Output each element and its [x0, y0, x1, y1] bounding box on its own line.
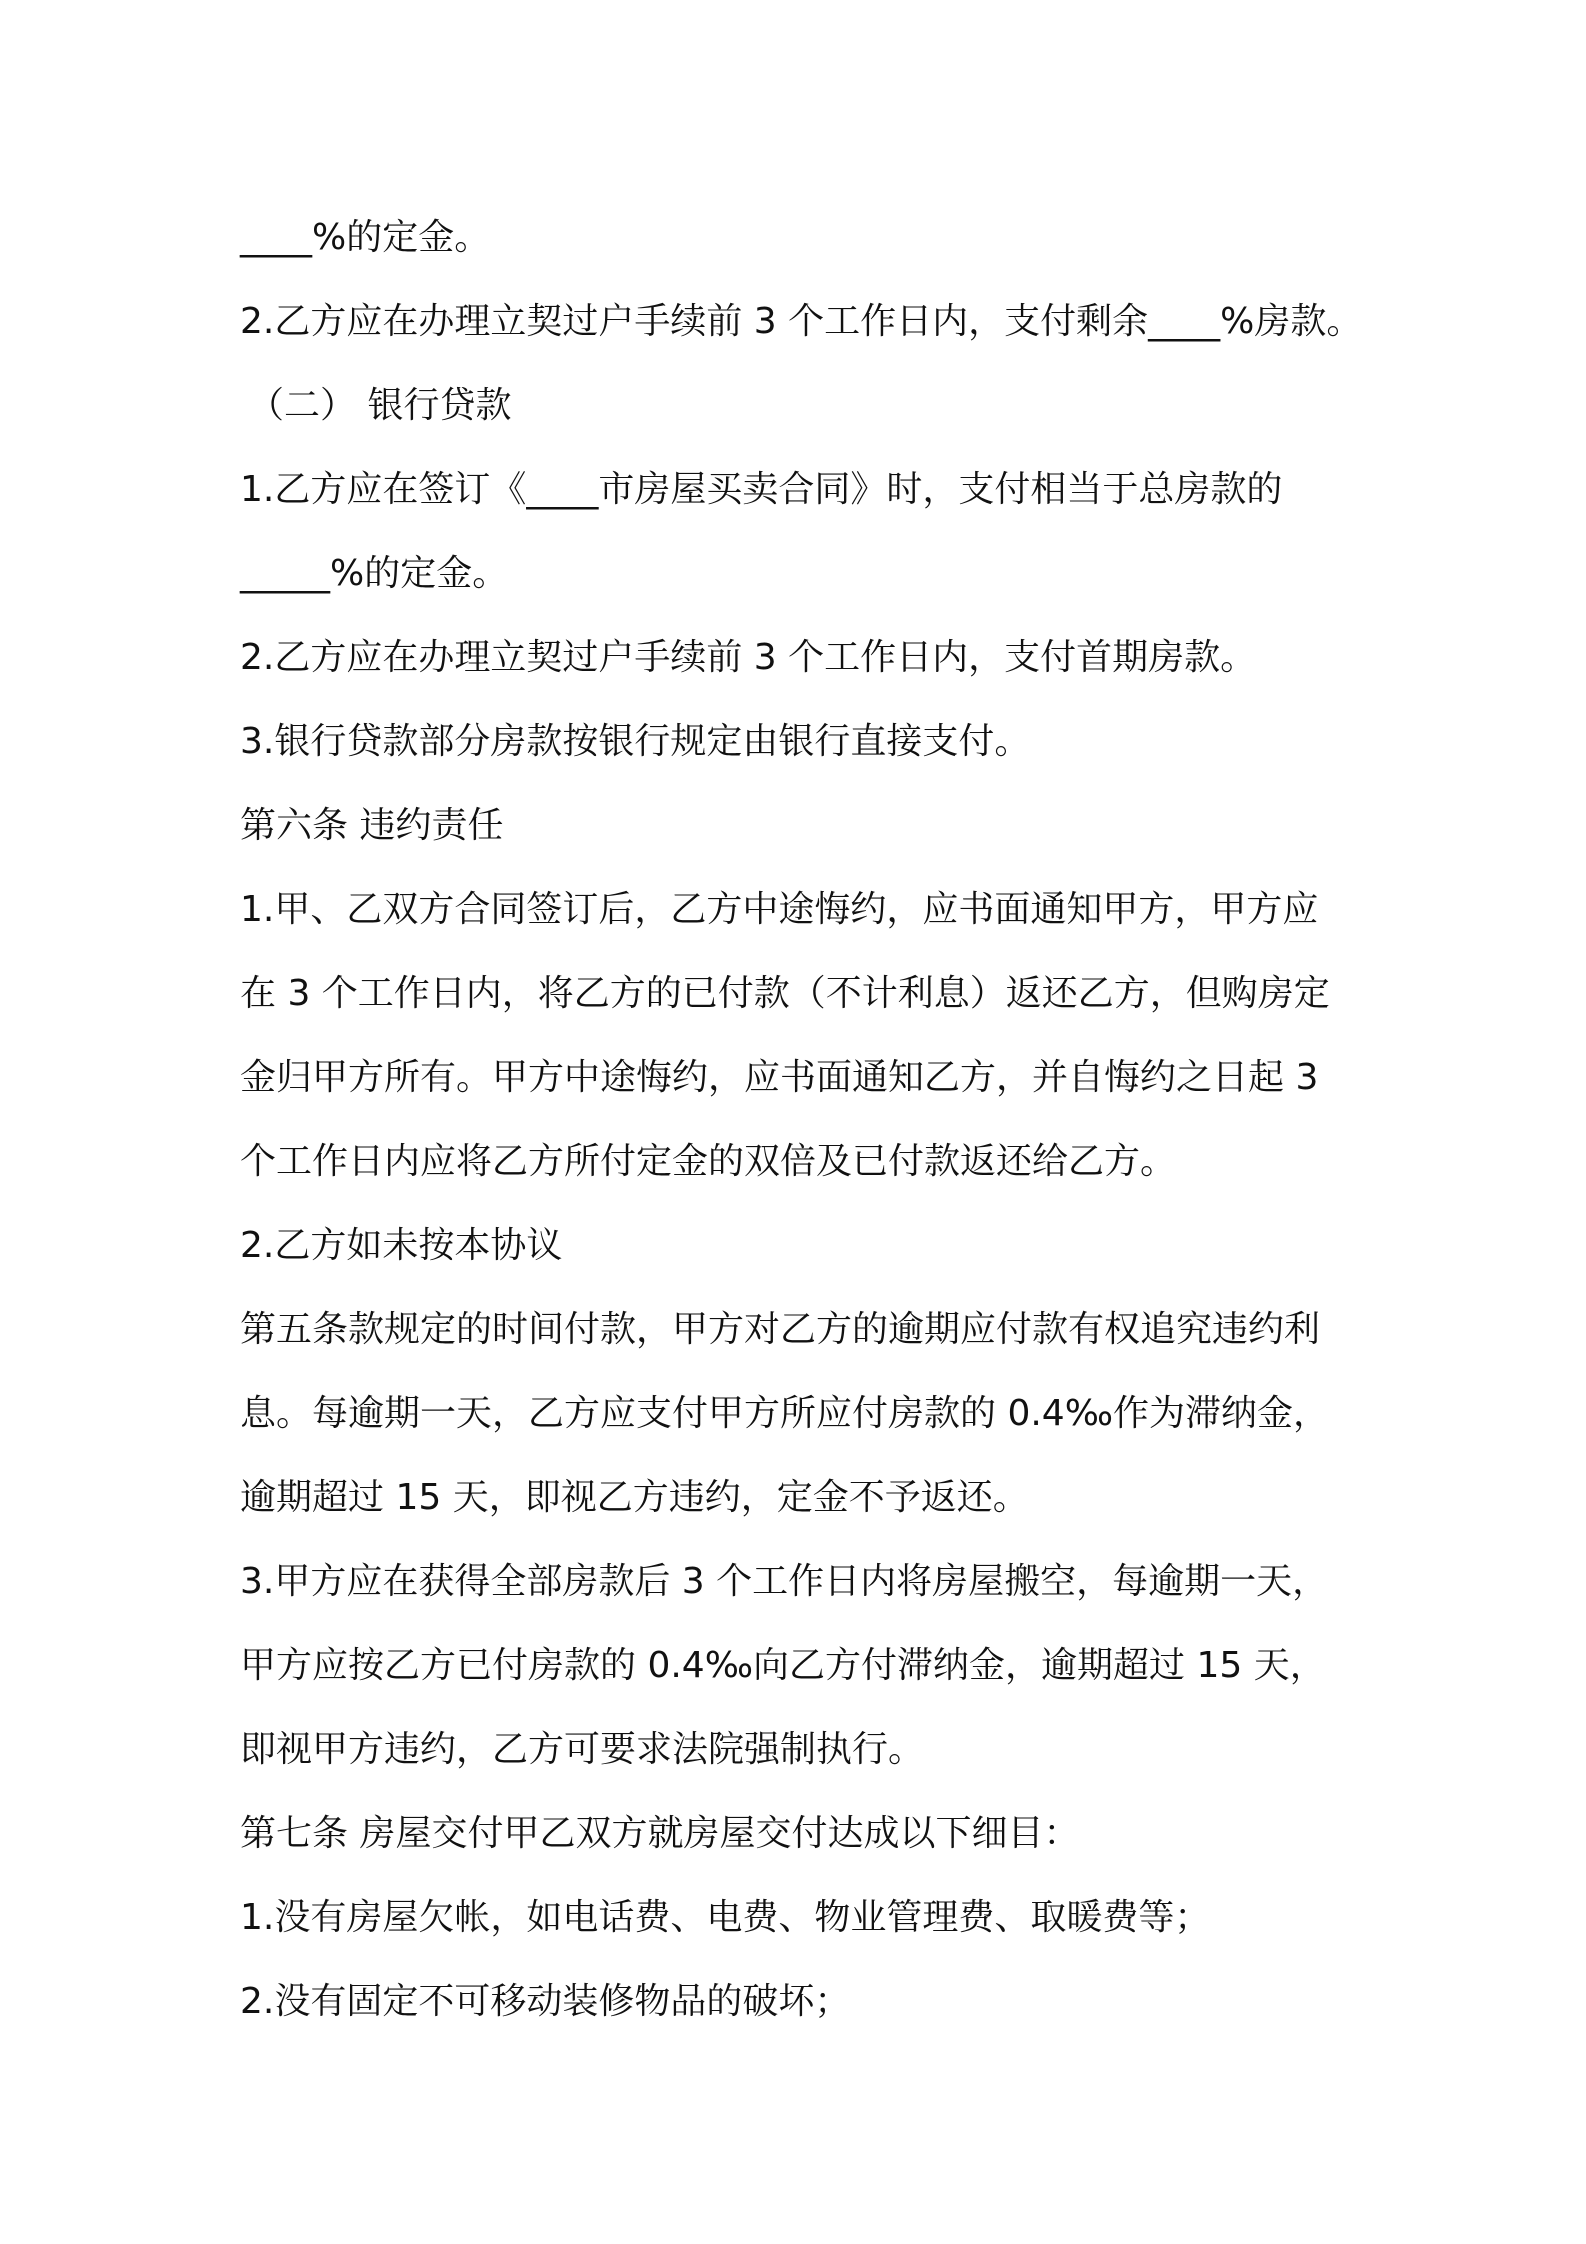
doc-line-14: 第五条款规定的时间付款，甲方对乙方的逾期应付款有权追究违约利: [240, 1309, 1321, 1350]
doc-line-1: ____%的定金。: [240, 217, 491, 258]
doc-line-19: 即视甲方违约，乙方可要求法院强制执行。: [240, 1729, 925, 1770]
doc-line-9: 1.甲、乙双方合同签订后，乙方中途悔约，应书面通知甲方，甲方应: [240, 889, 1319, 930]
doc-line-15: 息。每逾期一天，乙方应支付甲方所应付房款的 0.4‰作为滞纳金，: [240, 1393, 1330, 1434]
doc-line-6: 2.乙方应在办理立契过户手续前 3 个工作日内，支付首期房款。: [240, 637, 1257, 678]
article-heading-6: 第六条 违约责任: [240, 805, 504, 846]
doc-line-22: 2.没有固定不可移动装修物品的破坏；: [240, 1981, 851, 2022]
document-body: [240, 196, 1390, 2044]
doc-line-16: 逾期超过 15 天，即视乙方违约，定金不予返还。: [240, 1477, 1029, 1518]
doc-line-7: 3.银行贷款部分房款按银行规定由银行直接支付。: [240, 721, 1031, 762]
doc-line-17: 3.甲方应在获得全部房款后 3 个工作日内将房屋搬空，每逾期一天，: [240, 1561, 1329, 1602]
section-heading-bank-loan: （二） 银行贷款: [248, 385, 512, 426]
doc-line-5: _____%的定金。: [240, 553, 509, 594]
doc-line-2: 2.乙方应在办理立契过户手续前 3 个工作日内，支付剩余____%房款。: [240, 301, 1363, 342]
doc-line-11: 金归甲方所有。甲方中途悔约，应书面通知乙方，并自悔约之日起 3: [240, 1057, 1319, 1098]
article-heading-7: 第七条 房屋交付甲乙双方就房屋交付达成以下细目：: [240, 1813, 1080, 1854]
doc-line-13: 2.乙方如未按本协议: [240, 1225, 563, 1266]
doc-line-4: 1.乙方应在签订《____市房屋买卖合同》时，支付相当于总房款的: [240, 469, 1283, 510]
doc-line-18: 甲方应按乙方已付房款的 0.4‰向乙方付滞纳金，逾期超过 15 天，: [240, 1645, 1326, 1686]
doc-line-21: 1.没有房屋欠帐，如电话费、电费、物业管理费、取暖费等；: [240, 1897, 1211, 1938]
doc-line-10: 在 3 个工作日内，将乙方的已付款（不计利息）返还乙方，但购房定: [240, 973, 1330, 1014]
doc-line-12: 个工作日内应将乙方所付定金的双倍及已付款返还给乙方。: [240, 1141, 1177, 1182]
